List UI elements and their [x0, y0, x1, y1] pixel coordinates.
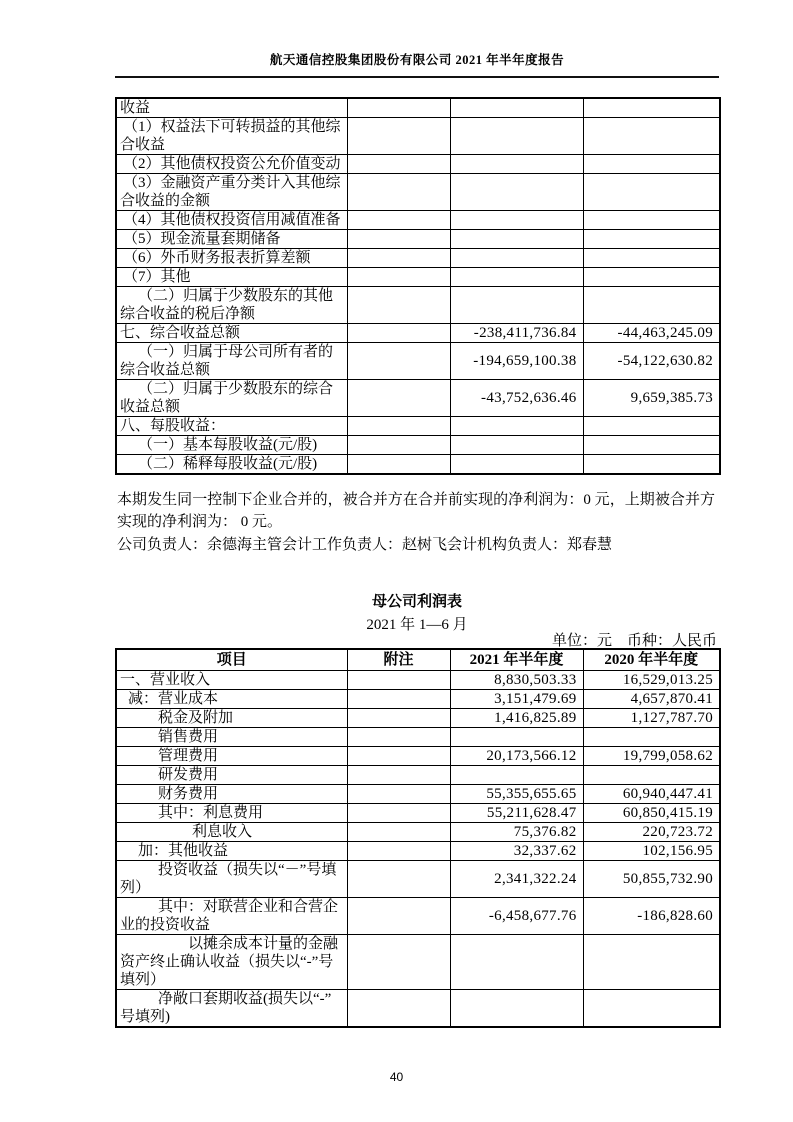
note-cell: [347, 747, 450, 766]
value-2021: 3,151,479.69: [450, 690, 583, 709]
column-header-note: 附注: [347, 649, 450, 671]
page-number: 40: [389, 1070, 404, 1084]
item-label: 减：营业成本: [116, 690, 347, 709]
table-row: [116, 990, 720, 1028]
item-label: （一）归属于母公司所有者的综合收益总额: [116, 343, 347, 380]
table-row: [116, 380, 720, 417]
item-label: （二）归属于少数股东的其他综合收益的税后净额: [116, 287, 347, 324]
note-cell: [347, 842, 450, 861]
table-row: [116, 118, 720, 155]
item-label: （6）外币财务报表折算差额: [116, 249, 347, 268]
item-label: （一）基本每股收益(元/股): [116, 436, 347, 455]
value-2021: [450, 417, 583, 436]
item-label: 利息收入: [116, 823, 347, 842]
item-label: 投资收益（损失以“－”号填列）: [116, 861, 347, 898]
value-2020: [583, 98, 720, 118]
table-row: [116, 747, 720, 766]
value-2021: [450, 155, 583, 174]
table-row: [116, 861, 720, 898]
note-cell: [347, 174, 450, 211]
table-row: [116, 935, 720, 990]
item-label: 管理费用: [116, 747, 347, 766]
column-header-2021: 2021 年半年度: [450, 649, 583, 671]
table-row: [116, 436, 720, 455]
value-2020: 50,855,732.90: [583, 861, 720, 898]
value-2020: [583, 118, 720, 155]
value-2021: [450, 287, 583, 324]
value-2021: 20,173,566.12: [450, 747, 583, 766]
table-header-row: [116, 649, 720, 671]
item-label: 收益: [116, 98, 347, 118]
value-2021: 55,355,655.65: [450, 785, 583, 804]
value-2020: -54,122,630.82: [583, 343, 720, 380]
table-row: [116, 343, 720, 380]
value-2021: -238,411,736.84: [450, 324, 583, 343]
value-2020: [583, 230, 720, 249]
table-row: [116, 898, 720, 935]
item-label: 以摊余成本计量的金融资产终止确认收益（损失以“-”号填列）: [116, 935, 347, 990]
value-2021: 2,341,322.24: [450, 861, 583, 898]
responsible-persons-text: 公司负责人：余德海主管会计工作负责人：赵树飞会计机构负责人：郑春慧: [117, 536, 613, 553]
note-cell: [347, 990, 450, 1028]
value-2021: [450, 728, 583, 747]
note-cell: [347, 287, 450, 324]
item-label: 财务费用: [116, 785, 347, 804]
table-row: [116, 455, 720, 475]
value-2020: 1,127,787.70: [583, 709, 720, 728]
table-row: [116, 230, 720, 249]
item-label: 净敞口套期收益(损失以“-”号填列): [116, 990, 347, 1028]
table-row: [116, 842, 720, 861]
table-row: [116, 804, 720, 823]
note-cell: [347, 118, 450, 155]
note-cell: [347, 785, 450, 804]
note-cell: [347, 671, 450, 690]
running-header-title: 航天通信控股集团股份有限公司 2021 年半年度报告: [269, 53, 565, 67]
value-2020: [583, 766, 720, 785]
value-2021: [450, 455, 583, 475]
table-row: [116, 287, 720, 324]
value-2021: 1,416,825.89: [450, 709, 583, 728]
item-label: （7）其他: [116, 268, 347, 287]
note-cell: [347, 804, 450, 823]
note-cell: [347, 709, 450, 728]
value-2020: [583, 935, 720, 990]
note-cell: [347, 98, 450, 118]
value-2020: -186,828.60: [583, 898, 720, 935]
value-2021: -6,458,677.76: [450, 898, 583, 935]
value-2020: [583, 249, 720, 268]
item-label: 销售费用: [116, 728, 347, 747]
note-cell: [347, 728, 450, 747]
note-cell: [347, 211, 450, 230]
table-row: [116, 823, 720, 842]
item-label: 一、营业收入: [116, 671, 347, 690]
value-2020: [583, 417, 720, 436]
value-2021: [450, 766, 583, 785]
table-row: [116, 155, 720, 174]
value-2020: [583, 990, 720, 1028]
item-label: （4）其他债权投资信用减值准备: [116, 211, 347, 230]
note-cell: [347, 343, 450, 380]
value-2020: 60,940,447.41: [583, 785, 720, 804]
consolidated-income-table: [115, 97, 721, 475]
table-row: [116, 249, 720, 268]
value-2020: [583, 287, 720, 324]
unit-currency-label: 单位：元 币种：人民币: [551, 633, 717, 649]
value-2021: [450, 436, 583, 455]
table-row: [116, 211, 720, 230]
table-row: [116, 709, 720, 728]
note-cell: [347, 436, 450, 455]
value-2020: 4,657,870.41: [583, 690, 720, 709]
value-2020: -44,463,245.09: [583, 324, 720, 343]
value-2020: [583, 211, 720, 230]
note-cell: [347, 380, 450, 417]
item-label: 七、综合收益总额: [116, 324, 347, 343]
value-2020: 102,156.95: [583, 842, 720, 861]
note-cell: [347, 861, 450, 898]
item-label: 八、每股收益：: [116, 417, 347, 436]
value-2021: [450, 935, 583, 990]
merger-note: [117, 489, 715, 556]
table-row: [116, 671, 720, 690]
value-2021: 55,211,628.47: [450, 804, 583, 823]
note-cell: [347, 766, 450, 785]
note-cell: [347, 249, 450, 268]
merger-note-text: 本期发生同一控制下企业合并的，被合并方在合并前实现的净利润为：0 元，上期被合并方实现的净利润为： 0 元。: [117, 492, 715, 531]
value-2021: [450, 268, 583, 287]
value-2021: [450, 230, 583, 249]
value-2020: [583, 155, 720, 174]
table-row: [116, 268, 720, 287]
value-2020: [583, 728, 720, 747]
value-2020: 60,850,415.19: [583, 804, 720, 823]
item-label: 其中：对联营企业和合营企业的投资收益: [116, 898, 347, 935]
consolidated-income-table-body: [116, 98, 720, 474]
value-2021: [450, 118, 583, 155]
table-row: [116, 728, 720, 747]
note-cell: [347, 898, 450, 935]
value-2020: [583, 436, 720, 455]
item-label: 加：其他收益: [116, 842, 347, 861]
note-cell: [347, 823, 450, 842]
note-cell: [347, 324, 450, 343]
value-2021: [450, 249, 583, 268]
table-row: [116, 98, 720, 118]
table-row: [116, 417, 720, 436]
value-2020: 16,529,013.25: [583, 671, 720, 690]
item-label: 研发费用: [116, 766, 347, 785]
item-label: （1）权益法下可转损益的其他综合收益: [116, 118, 347, 155]
item-label: （5）现金流量套期储备: [116, 230, 347, 249]
column-header-2020: 2020 年半年度: [583, 649, 720, 671]
table-row: [116, 690, 720, 709]
statement-period: 2021 年 1—6 月: [366, 617, 468, 633]
table-row: [116, 174, 720, 211]
value-2020: [583, 174, 720, 211]
item-label: （2）其他债权投资公允价值变动: [116, 155, 347, 174]
item-label: （二）稀释每股收益(元/股): [116, 455, 347, 475]
value-2021: [450, 98, 583, 118]
note-cell: [347, 155, 450, 174]
value-2020: 19,799,058.62: [583, 747, 720, 766]
value-2021: 75,376.82: [450, 823, 583, 842]
table-row: [116, 324, 720, 343]
item-label: 税金及附加: [116, 709, 347, 728]
value-2021: [450, 174, 583, 211]
table-row: [116, 785, 720, 804]
note-cell: [347, 690, 450, 709]
value-2020: 9,659,385.73: [583, 380, 720, 417]
parent-income-table: [115, 648, 721, 1028]
value-2020: [583, 268, 720, 287]
statement-title: 母公司利润表: [371, 594, 462, 610]
value-2021: -43,752,636.46: [450, 380, 583, 417]
parent-income-table-body: [116, 671, 720, 1028]
item-label: （3）金融资产重分类计入其他综合收益的金额: [116, 174, 347, 211]
note-cell: [347, 935, 450, 990]
table-row: [116, 766, 720, 785]
value-2020: [583, 455, 720, 475]
value-2021: -194,659,100.38: [450, 343, 583, 380]
value-2021: [450, 211, 583, 230]
value-2021: 8,830,503.33: [450, 671, 583, 690]
note-cell: [347, 455, 450, 475]
value-2021: [450, 990, 583, 1028]
item-label: （二）归属于少数股东的综合收益总额: [116, 380, 347, 417]
note-cell: [347, 417, 450, 436]
value-2020: 220,723.72: [583, 823, 720, 842]
note-cell: [347, 230, 450, 249]
value-2021: 32,337.62: [450, 842, 583, 861]
note-cell: [347, 268, 450, 287]
header-divider: [115, 76, 719, 78]
column-header-item: 项目: [116, 649, 347, 671]
item-label: 其中：利息费用: [116, 804, 347, 823]
